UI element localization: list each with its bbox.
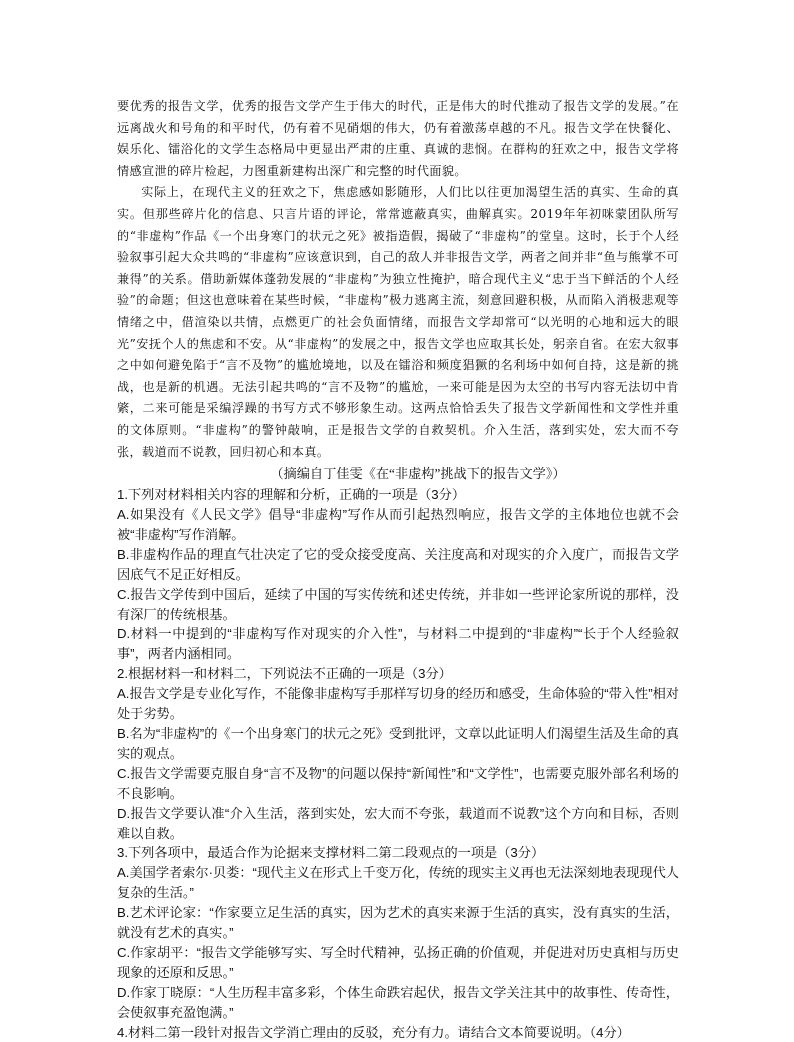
passage-paragraph-2: 实际上，在现代主义的狂欢之下，焦虑感如影随形，人们比以往更加渴望生活的真实、生命的真实。但那些碎片化的信息、只言片语的评论，常常遮蔽真实，曲解真实。2019年年初咪蒙团队所写的“非虚构”作品《一个出身寒门的状元之死》被指造假，揭破了“非虚构”的堂皇。这时，长于个人经验叙事引起大众共鸣的“非虚构”应该意识到，自己的敌人并非报告文学，两者之间并非“鱼与熊掌不可兼得”的关系。借助新媒体蓬勃发展的“非虚构”为独立性掩护，暗合现代主义“忠于当下鲜活的个人经验”的命题；但这也意味着在某些时候，“非虚构”极力逃离主流，刻意回避积极，从而陷入消极悲观等情绪之中，借渲染以共情，点燃更广的社会负面情绪，而报告文学却常可“以光明的心地和远大的眼光”安抚个人的焦虑和不安。从“非虚构”的发展之中，报告文学也应取其长处，躬亲自省。在宏大叙事之中如何避免陷于“言不及物”的尴尬境地，以及在镭浴和频度猖獗的名利场中如何自持，这是新的挑战，也是新的机遇。无法引起共鸣的“言不及物”的尴尬，一来可能是因为太空的书写内容无法切中肯綮，二来可能是采编浮躁的书写方式不够形象生动。这两点恰恰丢失了报告文学新闻性和文学性并重的文体原则。“非虚构”的警钟敲响，正是报告文学的自救契机。介入生活，落到实处，宏大而不夸张，载道而不说教，回归初心和本真。	[117, 185, 679, 459]
question-2-option-b: B.名为“非虚构”的《一个出身寒门的状元之死》受到批评，文章以此证明人们渴望生活及生命的真实的观点。	[117, 725, 679, 761]
source-citation: （摘编自丁佳雯《在“非虚构”挑战下的报告文学》）	[270, 466, 566, 482]
passage-paragraph-1: 要优秀的报告文学，优秀的报告文学产生于伟大的时代，正是伟大的时代推动了报告文学的发展。”在远离战火和号角的和平时代，仍有着不见硝烟的伟大，仍有着激荡卓越的不凡。报告文学在快餐化、娱乐化、镭浴化的文学生态格局中更显出严肃的庄重、真诚的悲悯。在群构的狂欢之中，报告文学将情感宣泄的碎片检起，力图重新建构出深广和完整的时代面貌。	[117, 99, 679, 178]
question-2-option-a: A.报告文学是专业化写作，不能像非虚构写手那样写切身的经历和感受，生命体验的“带入性”相对处于劣势。	[117, 686, 679, 722]
question-3-option-b: B.艺术评论家：“作家要立足生活的真实，因为艺术的真实来源于生活的真实，没有真实的生活，就没有艺术的真实。”	[117, 905, 679, 941]
question-1-option-a: A.如果没有《人民文学》倡导“非虚构”写作从而引起热烈响应，报告文学的主体地位也就不会被“非虚构”写作消解。	[117, 507, 679, 542]
question-3-option-a: A.美国学者索尔·贝娄：“现代主义在形式上千变万化，传统的现实主义再也无法深刻地表现现代人复杂的生活。”	[117, 865, 679, 901]
question-1-stem: 1.下列对材料相关内容的理解和分析，正确的一项是（3分）	[117, 487, 466, 503]
question-1-option-d: D.材料一中提到的“非虚构写作对现实的介入性”，与材料二中提到的“非虚构”“长于个人经验叙事”，两者内涵相同。	[117, 626, 679, 662]
question-1-option-c: C.报告文学传到中国后，延续了中国的写实传统和述史传统，并非如一些评论家所说的那样，没有深厂的传统根基。	[117, 586, 679, 622]
passage-text	[117, 96, 679, 463]
question-3-option-d: D.作家丁晓原：“人生历程丰富多彩，个体生命跌宕起伏，报告文学关注其中的故事性、传奇性，会使叙事充盈饱满。”	[117, 984, 679, 1020]
question-2-stem: 2.根据材料一和材料二，下列说法不正确的一项是（3分）	[117, 666, 452, 682]
question-2-option-c: C.报告文学需要克服自身“言不及物”的问题以保持“新闻性”和“文学性”，也需要克服外部名利场的不良影响。	[117, 765, 679, 801]
question-1-option-b: B.非虚构作品的理直气壮决定了它的受众接受度高、关注度高和对现实的介入度广，而报告文学因底气不足正好相反。	[117, 546, 679, 582]
document-page	[117, 96, 679, 1042]
question-3-option-c: C.作家胡平：“报告文学能够写实、写全时代精神，弘扬正确的价值观，并促进对历史真相与历史现象的还原和反思。”	[117, 944, 679, 980]
question-3-stem: 3.下列各项中，最适合作为论据来支撑材料二第二段观点的一项是（3分）	[117, 845, 545, 861]
question-2-option-d: D.报告文学要认准“介入生活，落到实处，宏大而不夸张，载道而不说教”这个方向和目标，否则难以自救。	[117, 805, 679, 841]
question-list	[117, 485, 679, 1042]
question-4-stem: 4.材料二第一段针对报告文学消亡理由的反驳，充分有力。请结合文本简要说明。（4分）	[117, 1024, 630, 1040]
